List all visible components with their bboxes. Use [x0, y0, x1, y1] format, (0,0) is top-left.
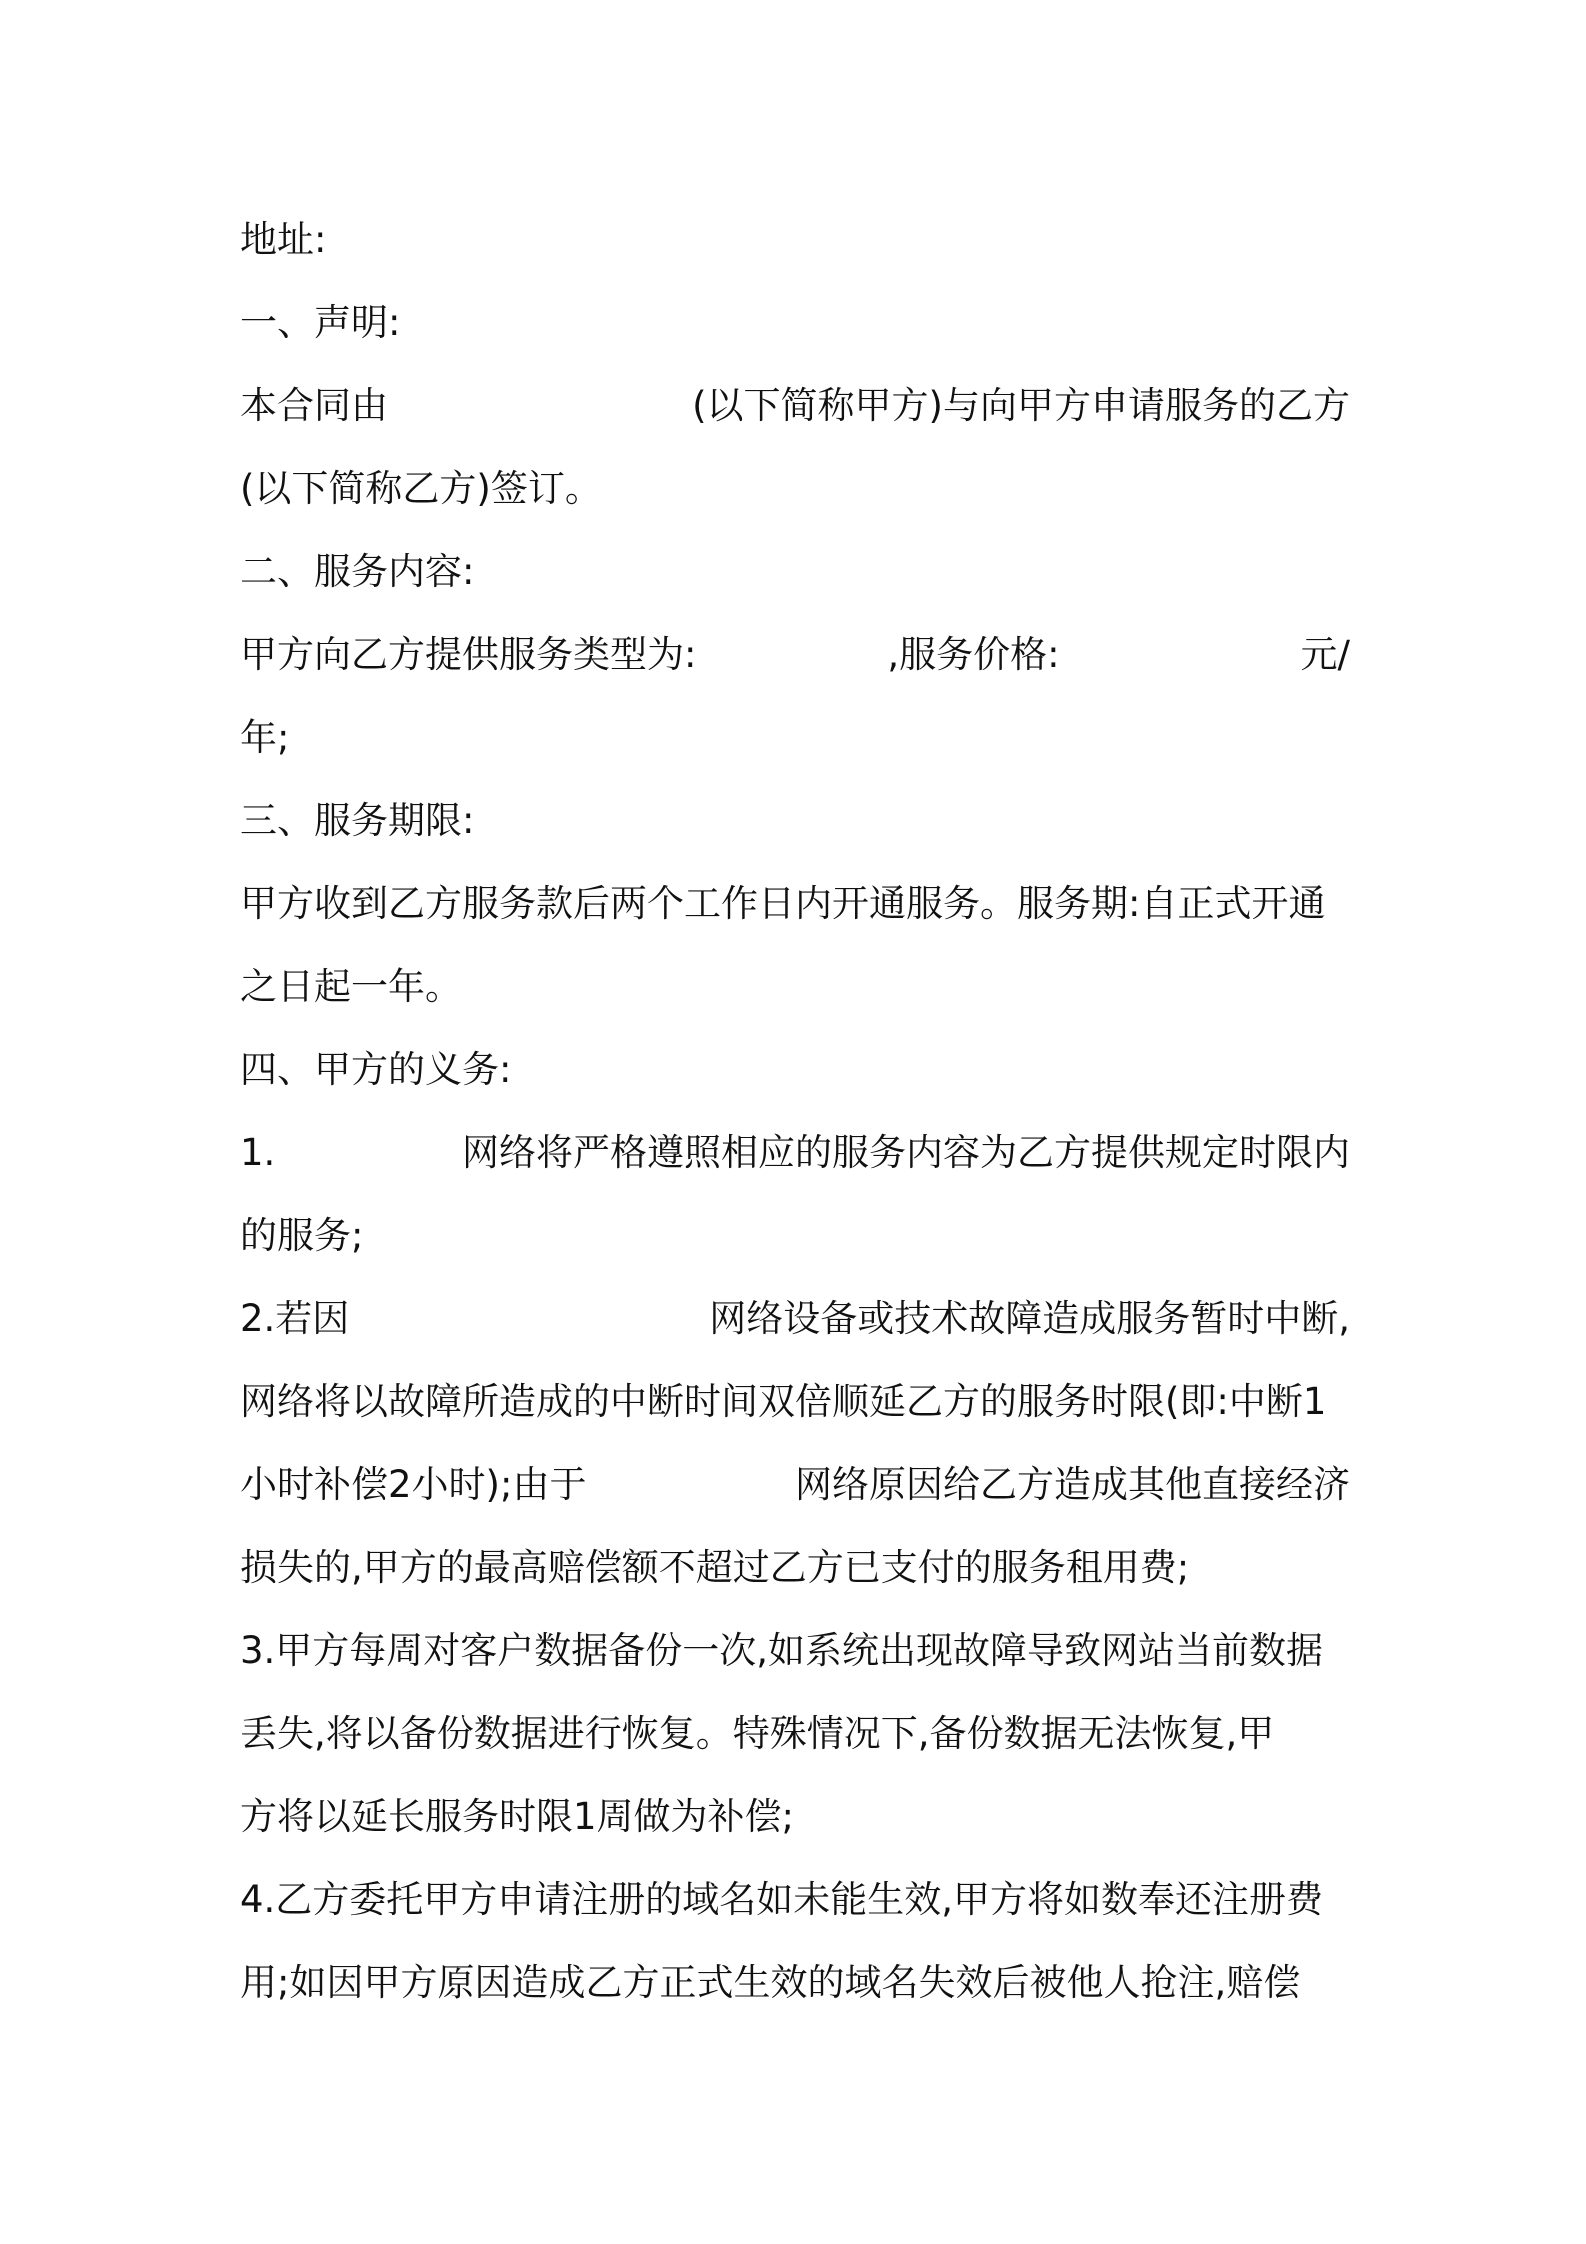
text-segment: 网络原因给乙方造成其他直接经济 — [794, 1463, 1350, 1506]
paragraph-line: 损失的,甲方的最高赔偿额不超过乙方已支付的服务租用费; — [240, 1546, 1190, 1589]
text-segment: (以下简称甲方)与向甲方申请服务的乙方 — [692, 384, 1350, 427]
text-segment: 本合同由 — [240, 384, 388, 427]
text-segment: 小时补偿2小时);由于 — [240, 1463, 587, 1506]
text-segment: 2.若因 — [240, 1297, 350, 1340]
text-segment: 网络将严格遵照相应的服务内容为乙方提供规定时限内 — [462, 1131, 1350, 1174]
paragraph-line: 网络将以故障所造成的中断时间双倍顺延乙方的服务时限(即:中断1 — [240, 1380, 1327, 1423]
paragraph-line — [240, 1277, 1350, 1360]
paragraph-line: 的服务; — [240, 1214, 364, 1257]
paragraph-line: (以下简称乙方)签订。 — [240, 467, 602, 510]
address-line: 地址: — [240, 218, 327, 261]
paragraph-line: 用;如因甲方原因造成乙方正式生效的域名失效后被他人抢注,赔偿 — [240, 1961, 1301, 2004]
paragraph-line — [240, 613, 1350, 696]
paragraph-line: 3.甲方每周对客户数据备份一次,如系统出现故障导致网站当前数据 — [240, 1629, 1324, 1672]
paragraph-line: 甲方收到乙方服务款后两个工作日内开通服务。服务期:自正式开通 — [240, 882, 1326, 925]
text-segment: 元/ — [1300, 633, 1350, 676]
text-segment: 网络设备或技术故障造成服务暂时中断, — [709, 1297, 1350, 1340]
paragraph-line — [240, 1443, 1350, 1526]
paragraph-line — [240, 1111, 1350, 1194]
text-segment: ,服务价格: — [887, 633, 1060, 676]
paragraph-line — [240, 364, 1350, 447]
paragraph-line: 方将以延长服务时限1周做为补偿; — [240, 1795, 795, 1838]
text-segment: 甲方向乙方提供服务类型为: — [240, 633, 697, 676]
section-heading-service-content: 二、服务内容: — [240, 550, 475, 593]
contract-body — [240, 198, 1350, 2024]
paragraph-line: 丢失,将以备份数据进行恢复。特殊情况下,备份数据无法恢复,甲 — [240, 1712, 1275, 1755]
section-heading-declaration: 一、声明: — [240, 301, 401, 344]
text-segment: 1. — [240, 1131, 276, 1174]
paragraph-line: 年; — [240, 716, 290, 759]
paragraph-line: 之日起一年。 — [240, 965, 462, 1008]
section-heading-service-term: 三、服务期限: — [240, 799, 475, 842]
section-heading-party-a-obligations: 四、甲方的义务: — [240, 1048, 512, 1091]
paragraph-line: 4.乙方委托甲方申请注册的域名如未能生效,甲方将如数奉还注册费 — [240, 1878, 1324, 1921]
